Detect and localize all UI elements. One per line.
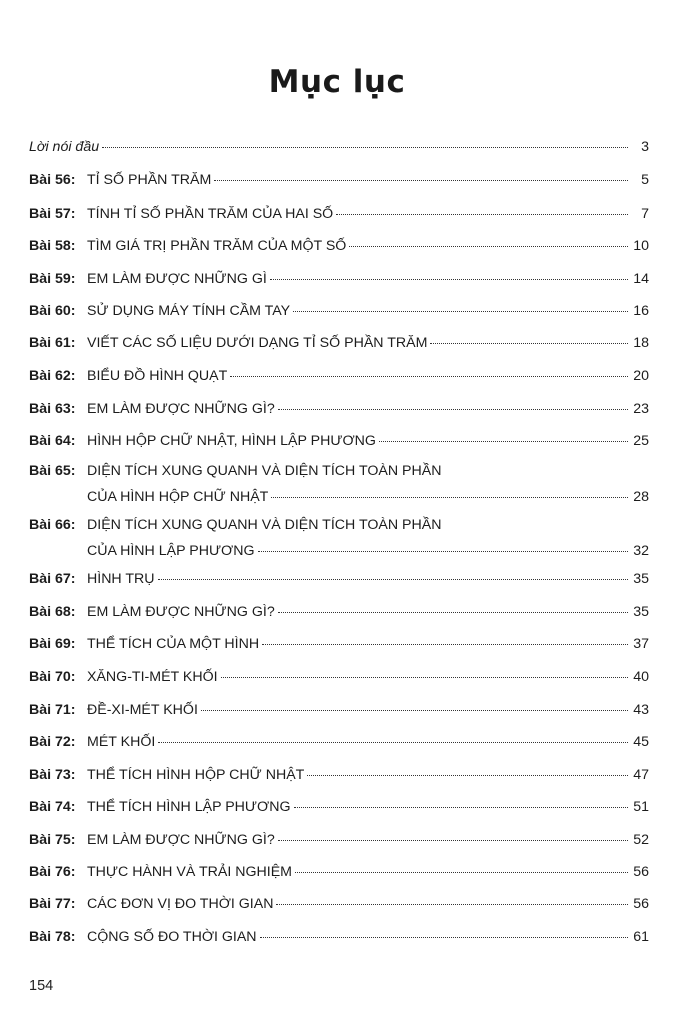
dot-leader <box>379 441 628 442</box>
toc-entry <box>29 863 649 881</box>
toc-entry <box>29 367 649 385</box>
toc-entry <box>29 928 649 946</box>
toc-entry-title: HÌNH HỘP CHỮ NHẬT, HÌNH LẬP PHƯƠNG <box>87 433 376 449</box>
toc-line <box>29 138 649 156</box>
toc-line <box>29 432 649 450</box>
toc-page-number: 16 <box>633 303 649 319</box>
dot-leader <box>158 742 628 743</box>
toc-page-number: 3 <box>641 139 649 155</box>
toc-page-number: 23 <box>633 401 649 417</box>
page-number: 154 <box>29 978 54 994</box>
toc-entry-title: EM LÀM ĐƯỢC NHỮNG GÌ <box>87 271 267 287</box>
dot-leader <box>230 376 628 377</box>
dot-leader <box>278 409 628 410</box>
dot-leader <box>336 214 628 215</box>
lesson-number: Bài 58: <box>29 238 76 254</box>
toc-line <box>29 895 649 913</box>
dot-leader <box>201 710 628 711</box>
toc-line <box>29 205 649 223</box>
toc-entry-title: EM LÀM ĐƯỢC NHỮNG GÌ? <box>87 604 275 620</box>
toc-entry-title: EM LÀM ĐƯỢC NHỮNG GÌ? <box>87 832 275 848</box>
lesson-number: Bài 59: <box>29 271 76 287</box>
toc-line <box>29 516 649 534</box>
toc-page-number: 7 <box>641 206 649 222</box>
toc-entry-title: CỦA HÌNH LẬP PHƯƠNG <box>87 543 255 559</box>
lesson-number: Bài 75: <box>29 832 76 848</box>
lesson-number: Bài 68: <box>29 604 76 620</box>
table-of-contents <box>29 0 649 960</box>
lesson-number: Bài 64: <box>29 433 76 449</box>
dot-leader <box>260 937 628 938</box>
toc-entry-title: BIỂU ĐỒ HÌNH QUẠT <box>87 368 228 384</box>
dot-leader <box>295 872 628 873</box>
toc-page-number: 14 <box>633 271 649 287</box>
toc-entry-title: TỈ SỐ PHẦN TRĂM <box>87 172 212 188</box>
lesson-number: Bài 67: <box>29 571 76 587</box>
lesson-number: Bài 61: <box>29 335 76 351</box>
toc-entry <box>29 400 649 418</box>
toc-line <box>29 766 649 784</box>
toc-entry-title: MÉT KHỐI <box>87 734 156 750</box>
toc-page-number: 51 <box>633 799 649 815</box>
toc-line <box>29 701 649 719</box>
toc-page-number: 35 <box>633 571 649 587</box>
dot-leader <box>278 612 628 613</box>
toc-entry <box>29 270 649 288</box>
toc-entry <box>29 205 649 223</box>
toc-page-number: 25 <box>633 433 649 449</box>
toc-entry <box>29 733 649 751</box>
toc-entry <box>29 635 649 653</box>
dot-leader <box>158 579 628 580</box>
lesson-number: Bài 73: <box>29 767 76 783</box>
toc-line <box>29 570 649 588</box>
toc-entry-title: SỬ DỤNG MÁY TÍNH CẦM TAY <box>87 303 291 319</box>
toc-page-number: 37 <box>633 636 649 652</box>
toc-entry-title: THỂ TÍCH CỦA MỘT HÌNH <box>87 636 260 652</box>
dot-leader <box>102 147 628 148</box>
toc-line <box>29 863 649 881</box>
toc-entry <box>29 668 649 686</box>
dot-leader <box>262 644 628 645</box>
toc-entry <box>29 334 649 352</box>
dot-leader <box>221 677 628 678</box>
toc-entry-title: TÌM GIÁ TRỊ PHẦN TRĂM CỦA MỘT SỐ <box>87 238 347 254</box>
lesson-number: Bài 66: <box>29 517 76 533</box>
lesson-number: Bài 72: <box>29 734 76 750</box>
toc-entry-title: VIẾT CÁC SỐ LIỆU DƯỚI DẠNG TỈ SỐ PHẦN TRĂM <box>87 335 428 351</box>
toc-entry-title: THỂ TÍCH HÌNH HỘP CHỮ NHẬT <box>87 767 305 783</box>
toc-entry-title: ĐỀ-XI-MÉT KHỐI <box>87 702 198 718</box>
toc-entry <box>29 831 649 849</box>
toc-line <box>29 302 649 320</box>
toc-page-number: 10 <box>633 238 649 254</box>
toc-entry <box>29 138 649 156</box>
toc-line <box>29 635 649 653</box>
toc-entry <box>29 766 649 784</box>
toc-entry-title: TÍNH TỈ SỐ PHẦN TRĂM CỦA HAI SỐ <box>87 206 334 222</box>
toc-line <box>29 668 649 686</box>
toc-entry-title: HÌNH TRỤ <box>87 571 155 587</box>
lesson-number: Bài 56: <box>29 172 76 188</box>
toc-page-number: 28 <box>633 489 649 505</box>
toc-page-number: 18 <box>633 335 649 351</box>
toc-page-number: 56 <box>633 896 649 912</box>
toc-line <box>29 462 649 480</box>
toc-line <box>29 733 649 751</box>
toc-line <box>29 400 649 418</box>
lesson-number: Bài 70: <box>29 669 76 685</box>
toc-line <box>29 798 649 816</box>
dot-leader <box>293 311 628 312</box>
toc-entry <box>29 701 649 719</box>
lesson-number: Bài 77: <box>29 896 76 912</box>
toc-page-number: 43 <box>633 702 649 718</box>
toc-line <box>29 237 649 255</box>
toc-page-number: 45 <box>633 734 649 750</box>
toc-page-number: 40 <box>633 669 649 685</box>
toc-line <box>29 334 649 352</box>
dot-leader <box>276 904 628 905</box>
lesson-number: Bài 76: <box>29 864 76 880</box>
toc-entry <box>29 462 649 506</box>
lesson-number: Bài 65: <box>29 463 76 479</box>
toc-entry-title: DIỆN TÍCH XUNG QUANH VÀ DIỆN TÍCH TOÀN PHẦN <box>87 517 442 533</box>
toc-entry-title: Lời nói đầu <box>29 139 100 155</box>
toc-entry-title: EM LÀM ĐƯỢC NHỮNG GÌ? <box>87 401 275 417</box>
lesson-number: Bài 74: <box>29 799 76 815</box>
toc-entry <box>29 798 649 816</box>
dot-leader <box>349 246 628 247</box>
lesson-number: Bài 71: <box>29 702 76 718</box>
toc-entry-title: THỂ TÍCH HÌNH LẬP PHƯƠNG <box>87 799 291 815</box>
toc-entry <box>29 570 649 588</box>
dot-leader <box>271 497 628 498</box>
toc-entry-title: CỘNG SỐ ĐO THỜI GIAN <box>87 929 257 945</box>
toc-entry-title: CÁC ĐƠN VỊ ĐO THỜI GIAN <box>87 896 274 912</box>
lesson-number: Bài 63: <box>29 401 76 417</box>
toc-line <box>29 542 649 560</box>
lesson-number: Bài 57: <box>29 206 76 222</box>
toc-page-number: 32 <box>633 543 649 559</box>
toc-entry-title: THỰC HÀNH VÀ TRẢI NGHIỆM <box>87 864 292 880</box>
toc-entry-title: XĂNG-TI-MÉT KHỐI <box>87 669 218 685</box>
toc-entry <box>29 302 649 320</box>
toc-entry <box>29 171 649 189</box>
dot-leader <box>430 343 628 344</box>
dot-leader <box>307 775 628 776</box>
toc-page-number: 56 <box>633 864 649 880</box>
toc-page-number: 52 <box>633 832 649 848</box>
lesson-number: Bài 60: <box>29 303 76 319</box>
dot-leader <box>294 807 629 808</box>
toc-entry-title: CỦA HÌNH HỘP CHỮ NHẬT <box>87 489 269 505</box>
toc-page-number: 20 <box>633 368 649 384</box>
dot-leader <box>278 840 628 841</box>
toc-entry <box>29 895 649 913</box>
dot-leader <box>258 551 628 552</box>
toc-entry <box>29 516 649 560</box>
toc-line <box>29 831 649 849</box>
dot-leader <box>270 279 628 280</box>
toc-line <box>29 488 649 506</box>
toc-line <box>29 367 649 385</box>
toc-page-number: 35 <box>633 604 649 620</box>
toc-line <box>29 928 649 946</box>
toc-entry <box>29 432 649 450</box>
lesson-number: Bài 62: <box>29 368 76 384</box>
toc-page-number: 61 <box>633 929 649 945</box>
toc-page-number: 5 <box>641 172 649 188</box>
lesson-number: Bài 78: <box>29 929 76 945</box>
dot-leader <box>214 180 628 181</box>
toc-entry <box>29 603 649 621</box>
toc-page-number: 47 <box>633 767 649 783</box>
toc-entry-title: DIỆN TÍCH XUNG QUANH VÀ DIỆN TÍCH TOÀN PHẦN <box>87 463 442 479</box>
toc-line <box>29 603 649 621</box>
toc-entry <box>29 237 649 255</box>
toc-line <box>29 270 649 288</box>
toc-line <box>29 171 649 189</box>
page-title: Mục lục <box>268 64 406 100</box>
lesson-number: Bài 69: <box>29 636 76 652</box>
